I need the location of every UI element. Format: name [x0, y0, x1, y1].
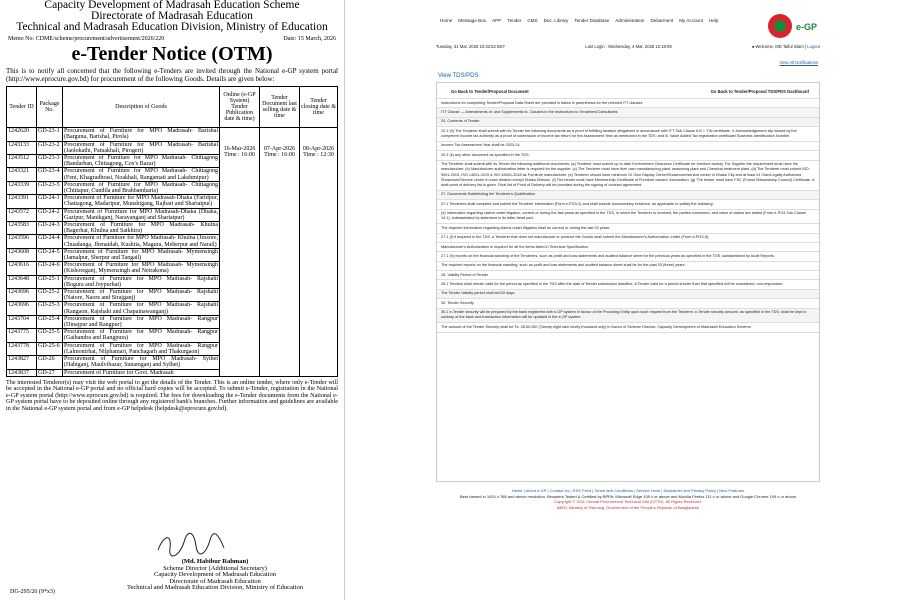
tds-row: 27.1 (f) if required in the TDS, a Tenderer that does not manufacture or produce the Goods shall submit the Manufacturer's Authorization Letter (Form e-PG3-5);: [437, 234, 819, 243]
cell-package: GD-25-1: [37, 275, 63, 288]
cell-package: GD-24-2: [37, 208, 63, 221]
tds-row: (d) Information regarding claims under litigation, current or during the last years as specified in the TDS, in which the Tenderer is involved, the parties concerned, and value of claims are stated (Form e-PG3 Sub Clause 14.1), substantiated by statement in its letter-head pad.: [437, 210, 819, 225]
footer-ministry: IMED, Ministry of Planning, Government of the People's Republic of Bangladesh: [556, 504, 700, 510]
back-to-dashboard-button[interactable]: Go Back to Tender/Proposal TDS/PDS Dashboard: [710, 89, 809, 94]
cell-package: GD-24-5: [37, 248, 63, 261]
memo-row: [8, 36, 336, 42]
cell-description: Procurement of Furniture for MPO Madrasah- Rangpur (Lalmonirhat, Nilphamari, Panchagarh and Thakurgaon): [64, 342, 218, 355]
cell-description: Procurement of Furniture for MPO Madrasah- Sylhet (Habiganj, Maulvibazar, Sunamganj and Sylhet): [64, 356, 218, 369]
signer-line: Capacity Development of Madrasah Education: [153, 571, 276, 579]
cell-description: Procurement of Furniture for MPO Madrasah- Khulna (Jessore, Chuadanga, Jhenaidah, Kushtia, Magura, Meherpur and Narail): [64, 235, 218, 248]
cell-description: Procurement of Furniture for MPO Madrasah- Chittagong (Chittapur, Cundila and Brahbamharia): [64, 181, 218, 195]
tds-row: The Tender Validity period shall be120 days.: [437, 290, 819, 299]
cell-package: GD-25-6: [37, 342, 63, 355]
cell-description: Procurement of Furniture for MPO Madrasah- Rangpur (Dinajpur and Rangpur): [64, 315, 218, 329]
signer-line: Directorate of Madrasah Education: [169, 577, 261, 585]
tds-rows: [437, 99, 819, 333]
user-icon: ●: [751, 44, 755, 49]
nav-item[interactable]: Home: [440, 18, 453, 23]
signer-line: Scheme Director (Additional Secretary): [163, 564, 267, 572]
cell-description: Procurement of Furniture for MPO Madrasah- Mymensingh (Jamalpur, Sherpur and Tangail): [64, 248, 218, 262]
cell-package: GD-23-3: [37, 155, 63, 168]
nav-item[interactable]: Debarment: [650, 18, 674, 23]
egp-portal: [432, 0, 824, 600]
cell-tender-id: 1243827: [7, 356, 37, 369]
nav-item[interactable]: CMS: [527, 18, 538, 23]
portal-footer: [432, 488, 824, 510]
cell-publication-date: 16-Mar-2026 Time : 16:00: [220, 128, 260, 377]
tds-panel: [436, 82, 820, 482]
tds-row: 30.1 e-Tender security will be prepared by the bank registered with e-GP system in favour of the Procuring Entity upon such request from the Tenderer. e-Tender security amount, as specified in the TDS, shall be kept in custody of the bank and transaction information will be updated in the e-GP system.: [437, 309, 819, 324]
signer-block: [95, 559, 335, 592]
view-all-notifications-link[interactable]: View All Notifications: [779, 60, 818, 65]
cell-tender-id: 1243696: [7, 289, 37, 302]
signature-mark: [150, 528, 230, 560]
cell-package: GD-23-4: [37, 168, 63, 181]
cell-tender-id: 1243512: [7, 155, 37, 168]
tds-row: The Tenderer shall submit with its Tender the following additional documents: (a) Tenderer must submit up to date Environment Clearance Certificate for furniture factory. For Supplier the requirement must have the manufacturer. (b) Manufacturer authorization letter is required for the supplier. (c) The Tenderer must have their own manufacturing plant, seasoning plant and Chemical treatment plant. (d) The Tenderer must submit ISO: 9001-2015, ISO 14001-2015 & ISO 45001-2018 as Furniture manufacturer. (e) Tenderer should have minimum 10 Own Display Center/Showroom/service center in Dhaka City and at least 01 Own/Legally Authorized Showroom/Service center in each division except Dhaka Division. (f) The tender must have Membership Certificate of Furniture owners' Association. (g) The tender must have FSC (Forest Stewardship Council) Certificate. A draft point of delivery list is given. Final list of Point of Delivery will be provided during the signing of contract agreement.: [437, 161, 819, 191]
tds-row: 27. Documents Establishing the Tenderer's Qualification: [437, 191, 819, 200]
cell-tender-id: 1242620: [7, 128, 37, 141]
cell-description: Procurement of Furniture for MPO Madrasah- Khulna (Bagerhat, Khulna and Satkhira): [64, 222, 218, 235]
cell-package: GD-23-1: [37, 128, 63, 141]
footer-copyright: Copyright © 2011 Central Procurement Technical Unit (CPTU). All Rights Reserved.: [554, 499, 702, 505]
cell-closing-date: 08-Apr-2026 Time : 12:30: [300, 128, 338, 377]
cell-package: GD-23-2: [37, 141, 63, 154]
tds-row: 28. Validity Period of Tender: [437, 271, 819, 280]
cell-description: Procurement of Furniture for MPO Madrasah- Rajshahi (Rangaon, Rajshahi and Chapainawanganj): [64, 302, 218, 315]
current-datetime: Tuesday, 31 Mar, 2026 10:33:52 BST: [436, 44, 506, 49]
cell-description: Procurement of Furniture for MPO Madrasah- Barishal (Barguna, Barishal, Pirola): [64, 128, 218, 141]
cell-tender-id: 1243583: [7, 222, 37, 235]
back-to-document-button[interactable]: Go Back to Tender/Proposal Document: [451, 89, 529, 94]
tds-row: Manufacturer's Authorization is required for all the items listed in Technical Specification.: [437, 243, 819, 252]
cell-description: Procurement of Furniture for MPO Madrasah- Mymensingh (Kishoreganj, Mymensingh and Netrakona): [64, 262, 218, 275]
tds-row: 30. Tender Security: [437, 299, 819, 308]
cell-package: GD-24-3: [37, 222, 63, 235]
cell-description: Procurement of Furniture for MPO Madrasah- Barishal (Jaolokathi, Patuakhali, Pirogeri): [64, 141, 218, 154]
cell-package: GD-25-4: [37, 315, 63, 328]
tds-row: The amount of the Tender Security shall be Tk. 28,50,000 (Twenty eight lakh ninety thousand only) in favour of Scheme Director, Capacity Development of Madrasah Education Scheme.: [437, 323, 819, 332]
cell-package: GD-24-1: [37, 195, 63, 208]
notice-title: e-Tender Notice (OTM): [71, 43, 273, 65]
logout-link[interactable]: Logout: [807, 44, 820, 49]
cell-description: Procurement of Furniture for Govt. Madrasah: [63, 369, 220, 376]
signer-name: (Md. Habibur Rahman): [181, 558, 249, 565]
tender-table: [6, 86, 338, 377]
svg-text:e-GP: e-GP: [796, 22, 818, 32]
cell-package: GD-25-3: [37, 302, 63, 315]
nav-item[interactable]: Tender: [507, 18, 522, 23]
cell-tender-id: 1243391: [7, 195, 37, 208]
cell-tender-id: 1243339: [7, 181, 37, 194]
back-bar: [437, 83, 819, 99]
top-navigation: [440, 18, 770, 23]
view-tds-heading: View TDS/PDS: [438, 73, 479, 79]
tds-row: The required information regarding claims under litigation shall be current or during the last 03 years.: [437, 224, 819, 233]
notice-intro: This is to notify all concerned that the following e-Tenders are invited through the National e-GP system portal (http://www.eprocure.gov.bd) for procurement of the following Goods. Details are given below:: [6, 67, 338, 83]
col-tender-id: Tender ID: [7, 87, 37, 128]
col-closing: Tender closing date & time: [300, 87, 338, 128]
col-publication: Online (e-GP System) Tender Publication date & time): [220, 87, 260, 128]
table-row: [7, 128, 338, 141]
cell-tender-id: 1243775: [7, 329, 37, 342]
status-row: [436, 44, 820, 49]
cell-tender-id: 1243778: [7, 342, 37, 355]
tds-row: The required reports on the financial standing, such as profit and loss statements and audited balance sheet shall be for the past 03 (three) years.: [437, 262, 819, 271]
tds-row: 20.1 (h) The Tenderer shall submit with its Tender the following documents as a proof of fulfilling taxation obligations in accordance with ITT Sub Clause 6.5; i. TIN certificate, ii. Acknowledgement slip issued by the competent Income tax authority as a proof of submission of income tax return for the Assessment Year as mentioned in the TDS; and iii. Value Added Tax registration certificate/ Business Identification Number.: [437, 127, 819, 142]
footer-links[interactable]: Home | About e-GP | Contact Us | RSS Feed | Terms and Conditions | Service Level | Disclaimer and Privacy Policy | New Features: [511, 488, 745, 493]
nav-item[interactable]: Doc. Library: [543, 18, 569, 23]
cell-tender-id: 1243608: [7, 248, 37, 261]
footer-browser-note: Best viewed in 1024 x 768 and above resolution. Browsers Tested & Certified by BPPA: Microsoft Edge 109 x or above and Mozilla Firefox 111.x or above and Google Chrome 109.x or above: [459, 493, 797, 499]
egp-logo: [766, 12, 818, 40]
header-line: Capacity Development of Madrasah Education Scheme: [44, 0, 300, 11]
header-line: Technical and Madrasah Education Division, Ministry of Education: [16, 21, 328, 33]
header-line: Directorate of Madrasah Education: [91, 10, 253, 22]
cell-description: Procurement of Furniture for MPO Madrasah- Rajshahi (Natore, Naore and Sirajganj): [64, 289, 218, 302]
cell-tender-id: 1243704: [7, 315, 37, 328]
cell-tender-id: 1243321: [7, 168, 37, 181]
cell-tender-id: 1243648: [7, 275, 37, 288]
cell-tender-id: 1243572: [7, 208, 37, 221]
cell-description: Procurement of Furniture for MPO Madrasah- Rangpur (Gaibandra and Rangpura): [64, 329, 218, 342]
cell-description: Procurement of Furniture for MPO Madrasah- Chittagong (Bandarban, Chittagong, Cox's Bazar): [64, 155, 218, 168]
tds-row: 20. Contents of Tender: [437, 118, 819, 127]
notice-header: [6, 0, 338, 33]
welcome-block: ● Welcome, MD Taiful Islam | Logout: [751, 44, 820, 49]
memo-number: Memo No: CDME/scheme/procurement/advertisement/2026/220: [8, 36, 165, 42]
cell-description: Procurement of Furniture for MPO Madrasah-Dhaka (Faridpur, Chattagong, Madaripur, Munshigang, Rajbari and Shariatpur): [64, 195, 218, 208]
nav-item[interactable]: Message Box: [458, 18, 487, 23]
tds-row: 27.1 Tenderers shall complete and submit the Tenderer Information (Form e-PG3-2) and shall include documentary evidence, as applicable to satisfy the following:: [437, 200, 819, 209]
col-description: Description of Goods: [63, 87, 220, 128]
notice-note: The interested Tenderer(s) may visit the web portal to get the details of the Tender. This is an online tender, where only e-Tender will be accepted in the National e-GP portal and no official hard copies will be accepted. To submit e-Tender, registration in the National e-GP system portal (http://www.eprocure.gov.bd) is required. The fees for downloading the e-Tender documents from the National e-GP system portal have to be deposited online through any registered bank's branches. Further information and guidelines are available in the National e-GP system portal and from e-GP helpdesk (helpdesk@eprocure.gov.bd).: [6, 378, 338, 412]
cell-tender-id: 1243133: [7, 141, 37, 154]
tender-notice: [0, 0, 345, 600]
cell-package: GD-25-2: [37, 289, 63, 302]
cell-tender-id: 1243696: [7, 302, 37, 315]
cell-tender-id: 1243596: [7, 235, 37, 248]
col-selling: Tender Document last selling date & time: [260, 87, 300, 128]
tds-row: Income Tax Assessment Year shall be 2023-24.: [437, 142, 819, 151]
cell-package: GD-26: [37, 356, 63, 369]
tds-row: ITT Clause — Amendments of, and Supplements to, Clauses in the Instructions to Tenderers/Consultants: [437, 108, 819, 117]
cell-tender-id: 1243616: [7, 262, 37, 275]
cell-package: GD-25-5: [37, 329, 63, 342]
welcome-text: Welcome, MD Taiful Islam: [755, 44, 804, 49]
cell-package: GD-24-6: [37, 262, 63, 275]
cell-description: Procurement of Furniture for MPO Madrasah-Dhaka (Dhaka, Gazipur, Manikganj, Narayanganj and Shariatpur): [64, 208, 218, 221]
tds-row: 28.1 Tenders shall remain valid for the period as specified in the TDS after the date of Tender submission deadline. A Tender valid for a period shorter than that specified will be considered, non-responsive.: [437, 280, 819, 289]
tds-row: 20.1 (k) any other document as specified in the TDS.: [437, 151, 819, 160]
dg-reference: DG-295/26 (9*x3): [10, 589, 55, 595]
nav-item[interactable]: Administration: [615, 18, 645, 23]
nav-item[interactable]: My Account: [679, 18, 703, 23]
last-login: Last Login : Wednesday, 4 Mar, 2026 12:18:09: [585, 44, 672, 49]
cell-selling-date: 07-Apr-2026 Time : 16:00: [260, 128, 300, 377]
signer-line: Technical and Madrasah Education Division, Ministry of Education: [126, 584, 304, 592]
tds-row: Instructions for completing Tender/Proposal Data Sheet are provided in italics in parenthesis for the relevant ITT clauses: [437, 99, 819, 108]
tds-row: 27.1 (h) reports on the financial standing of the Tenderers, such as profit and loss statements and audited balance sheet for the previous years as specified in the TDS, substantiated by Audit Reports.: [437, 252, 819, 261]
cell-tender-id: 1243837: [7, 369, 37, 376]
cell-package: GD-27: [37, 369, 63, 376]
nav-item[interactable]: APP: [492, 18, 502, 23]
cell-package: GD-23-5: [37, 181, 63, 194]
nav-item[interactable]: Tender Database: [574, 18, 610, 23]
memo-date: Date: 15 March, 2026: [283, 36, 336, 42]
cell-description: Procurement of Furniture for MPO Madrasah- Chittagong (Feni, Khagradhrasi, Noakhali, Rangamati and Lakshmipur): [64, 168, 218, 181]
cell-description: Procurement of Furniture for MPO Madrasah- Rajshahi (Bogura and Joypurhat): [64, 275, 218, 288]
col-package: Package No.: [37, 87, 63, 128]
nav-item[interactable]: Help: [708, 18, 719, 23]
cell-package: GD-24-4: [37, 235, 63, 248]
